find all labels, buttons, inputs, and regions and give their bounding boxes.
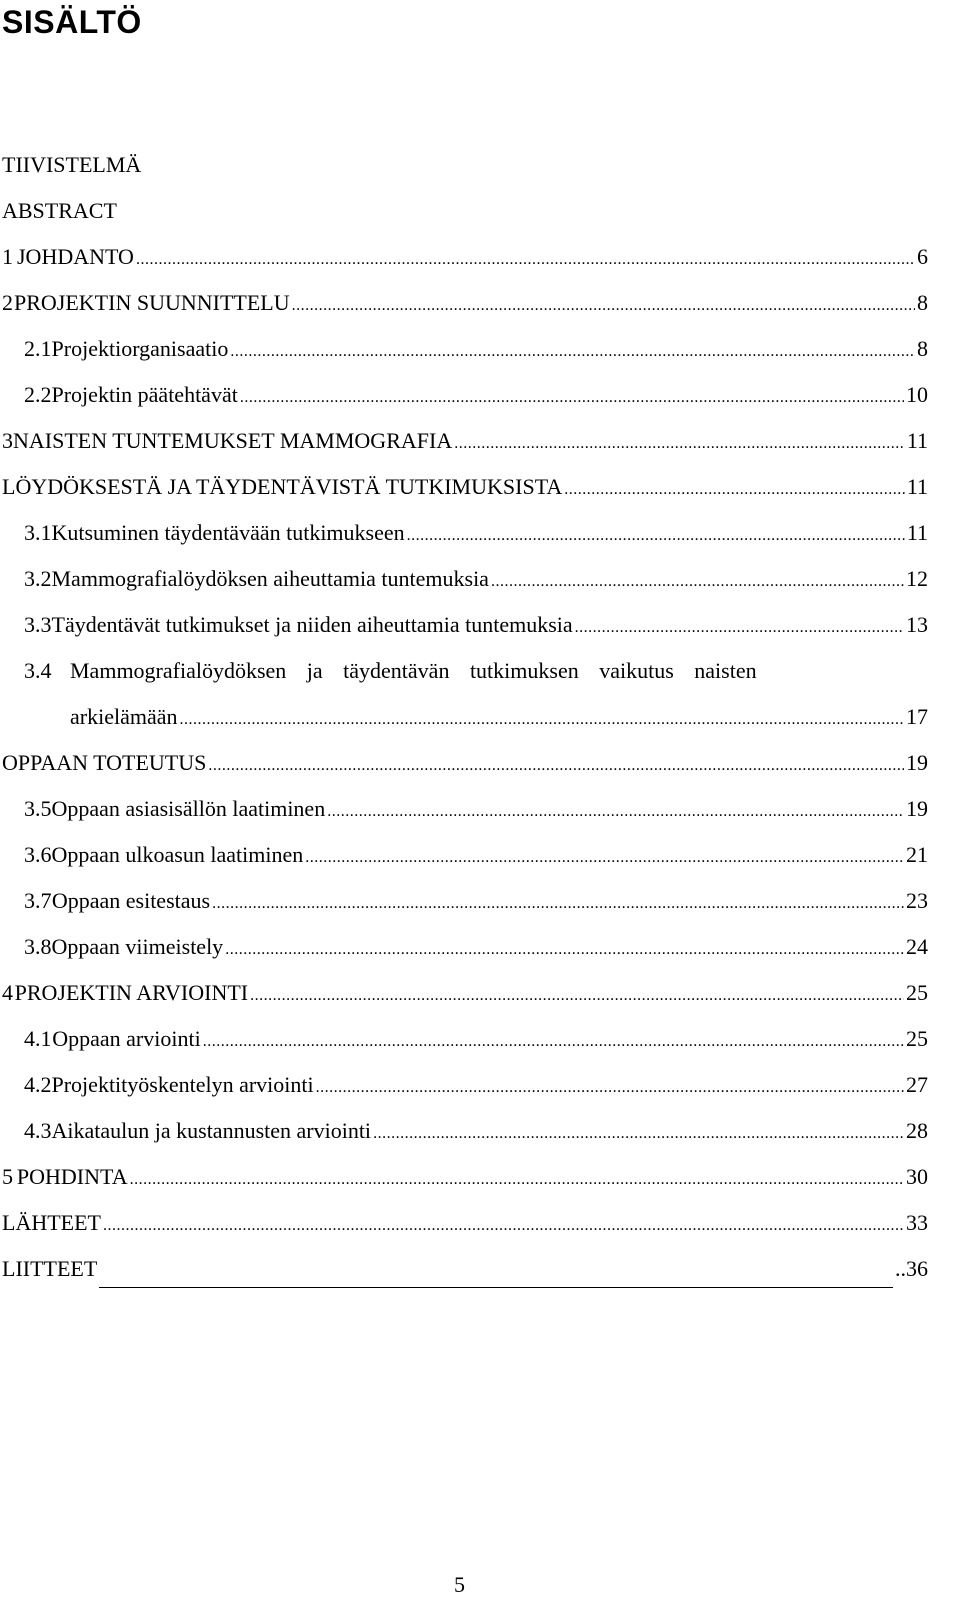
toc-entry[interactable] <box>2 1208 928 1254</box>
toc-entry-page: 11 <box>906 428 928 453</box>
toc-entry-label: Mammografialöydöksen ja täydentävän tutkimuksen vaikutus naisten <box>70 658 757 683</box>
toc-entry[interactable] <box>2 840 928 886</box>
toc-entry-number: 5 <box>2 1164 13 1189</box>
toc-entry-label: Kutsuminen täydentävään tutkimukseen <box>51 520 405 545</box>
toc-entry-page: ..36 <box>895 1256 928 1281</box>
toc-entry[interactable] <box>2 1024 928 1070</box>
toc-entry-page: 11 <box>906 520 928 545</box>
toc-entry-label: Projektityöskentelyn arviointi <box>51 1072 314 1097</box>
toc-entry-page: 19 <box>906 796 928 821</box>
toc-entry[interactable] <box>2 978 928 1024</box>
toc-entry-page: 8 <box>917 336 928 361</box>
toc-entry-label: Oppaan ulkoasun laatiminen <box>51 842 304 867</box>
toc-leader-dots <box>240 383 904 413</box>
toc-entry-page: 25 <box>906 980 928 1005</box>
toc-entry-number: 3.5 <box>24 796 52 821</box>
toc-entry[interactable] <box>2 472 928 518</box>
toc-entry[interactable] <box>2 794 928 840</box>
toc-leader-dots <box>203 1027 904 1057</box>
toc-entry[interactable] <box>2 334 928 380</box>
toc-entry-number: 3.2 <box>24 566 52 591</box>
toc-entry-page: 21 <box>906 842 928 867</box>
toc-entry-page: 19 <box>906 750 928 775</box>
toc-entry-label: Täydentävät tutkimukset ja niiden aiheuttamia tuntemuksia <box>51 612 573 637</box>
toc-entry-continuation[interactable] <box>2 702 928 748</box>
toc-leader-dots <box>564 475 905 505</box>
toc-entry-number: 3.3 <box>24 612 52 637</box>
toc-entry-number: 3 <box>2 428 13 453</box>
toc-leader-dots <box>225 935 904 965</box>
toc-leader-dots <box>575 613 904 643</box>
toc-entry-label: Projektin päätehtävät <box>51 382 238 407</box>
toc-leader-dots <box>103 1211 904 1241</box>
toc-entry-label: arkielämään <box>70 704 178 729</box>
toc-entry-label: ABSTRACT <box>2 198 117 223</box>
toc-leader-dots <box>250 981 904 1011</box>
toc-leader-dots <box>327 797 904 827</box>
toc-entry[interactable] <box>2 656 928 702</box>
toc-entry-number: 2.2 <box>24 382 52 407</box>
toc-entry-label: PROJEKTIN SUUNNITTELU <box>14 290 290 315</box>
toc-entry-number: 3.7 <box>24 888 52 913</box>
toc-entry-page: 13 <box>906 612 928 637</box>
toc-entry-label: Oppaan asiasisällön laatiminen <box>51 796 326 821</box>
toc-entry-label: OPPAAN TOTEUTUS <box>2 750 207 775</box>
toc-entry-number: 3.4 <box>24 658 52 683</box>
toc-entry-label: Mammografialöydöksen aiheuttamia tuntemuksia <box>51 566 489 591</box>
toc-leader-line <box>99 1267 893 1288</box>
toc-entry-label: POHDINTA <box>16 1164 128 1189</box>
toc-leader-dots <box>130 1165 904 1195</box>
toc-leader-dots <box>491 567 904 597</box>
page-title: SISÄLTÖ <box>2 4 142 40</box>
toc-entry[interactable] <box>2 564 928 610</box>
toc-entry[interactable] <box>2 610 928 656</box>
toc-entry-page: 30 <box>906 1164 928 1189</box>
toc-leader-dots <box>180 705 905 735</box>
toc-entry-number: 4.1 <box>24 1026 52 1051</box>
toc-entry-number: 3.6 <box>24 842 52 867</box>
toc-entry[interactable] <box>2 518 928 564</box>
toc-entry-page: 8 <box>917 290 928 315</box>
toc-entry[interactable] <box>2 380 928 426</box>
toc-leader-dots <box>212 889 904 919</box>
page-number: 5 <box>454 1572 465 1597</box>
toc-entry-page: 17 <box>906 704 928 729</box>
toc-entry[interactable] <box>2 1162 928 1208</box>
toc-entry-label: Projektiorganisaatio <box>51 336 229 361</box>
toc-entry[interactable] <box>2 242 928 288</box>
toc-entry-label: JOHDANTO <box>17 244 134 269</box>
toc-entry-label: Aikataulun ja kustannusten arviointi <box>51 1118 372 1143</box>
toc-entry-label: TIIVISTELMÄ <box>2 152 142 177</box>
toc-entry-label: LIITTEET <box>2 1256 98 1281</box>
toc-entry[interactable] <box>2 1070 928 1116</box>
toc-leader-dots <box>305 843 904 873</box>
toc-entry-page: 23 <box>906 888 928 913</box>
toc-entry-label: Oppaan arviointi <box>52 1026 201 1051</box>
toc-entry[interactable] <box>2 1254 928 1300</box>
toc-entry-label: NAISTEN TUNTEMUKSET MAMMOGRAFIA <box>13 428 453 453</box>
toc-entry[interactable] <box>2 196 928 242</box>
toc-leader-dots <box>454 429 905 459</box>
toc-entry-number: 2.1 <box>24 336 52 361</box>
toc-entry-page: 25 <box>906 1026 928 1051</box>
toc-entry-page: 28 <box>906 1118 928 1143</box>
toc-entry[interactable] <box>2 150 928 196</box>
toc-entry-label: Oppaan viimeistely <box>51 934 224 959</box>
toc-entry-page: 6 <box>917 244 928 269</box>
toc-entry-label: PROJEKTIN ARVIOINTI <box>14 980 249 1005</box>
toc-entry[interactable] <box>2 426 928 472</box>
toc-entry-page: 11 <box>906 474 928 499</box>
toc-leader-dots <box>292 291 915 321</box>
toc-entry[interactable] <box>2 886 928 932</box>
toc-entry-number: 2 <box>2 290 13 315</box>
toc-entry-page: 27 <box>906 1072 928 1097</box>
toc-entry-number: 4 <box>2 980 13 1005</box>
toc-entry-label: LÖYDÖKSESTÄ JA TÄYDENTÄVISTÄ TUTKIMUKSISTA <box>2 474 563 499</box>
toc-entry-page: 12 <box>906 566 928 591</box>
toc-entry-page: 24 <box>906 934 928 959</box>
toc-entry-label: Oppaan esitestaus <box>51 888 211 913</box>
toc-entry-number: 3.8 <box>24 934 52 959</box>
toc-leader-dots <box>136 245 915 275</box>
toc-leader-dots <box>373 1119 904 1149</box>
toc-entry[interactable] <box>2 748 928 794</box>
toc-entry-label: LÄHTEET <box>2 1210 101 1235</box>
toc-entry-page: 33 <box>906 1210 928 1235</box>
toc-leader-dots <box>208 751 904 781</box>
toc-entry[interactable] <box>2 1116 928 1162</box>
table-of-contents <box>2 150 928 1300</box>
toc-entry-number: 3.1 <box>24 520 52 545</box>
toc-leader-dots <box>230 337 915 367</box>
toc-entry[interactable] <box>2 288 928 334</box>
toc-entry-number: 4.2 <box>24 1072 52 1097</box>
toc-entry-number: 4.3 <box>24 1118 52 1143</box>
toc-leader-dots <box>407 521 905 551</box>
toc-entry[interactable] <box>2 932 928 978</box>
toc-entry-page: 10 <box>906 382 928 407</box>
toc-leader-dots <box>316 1073 904 1103</box>
toc-entry-number: 1 <box>2 244 13 269</box>
